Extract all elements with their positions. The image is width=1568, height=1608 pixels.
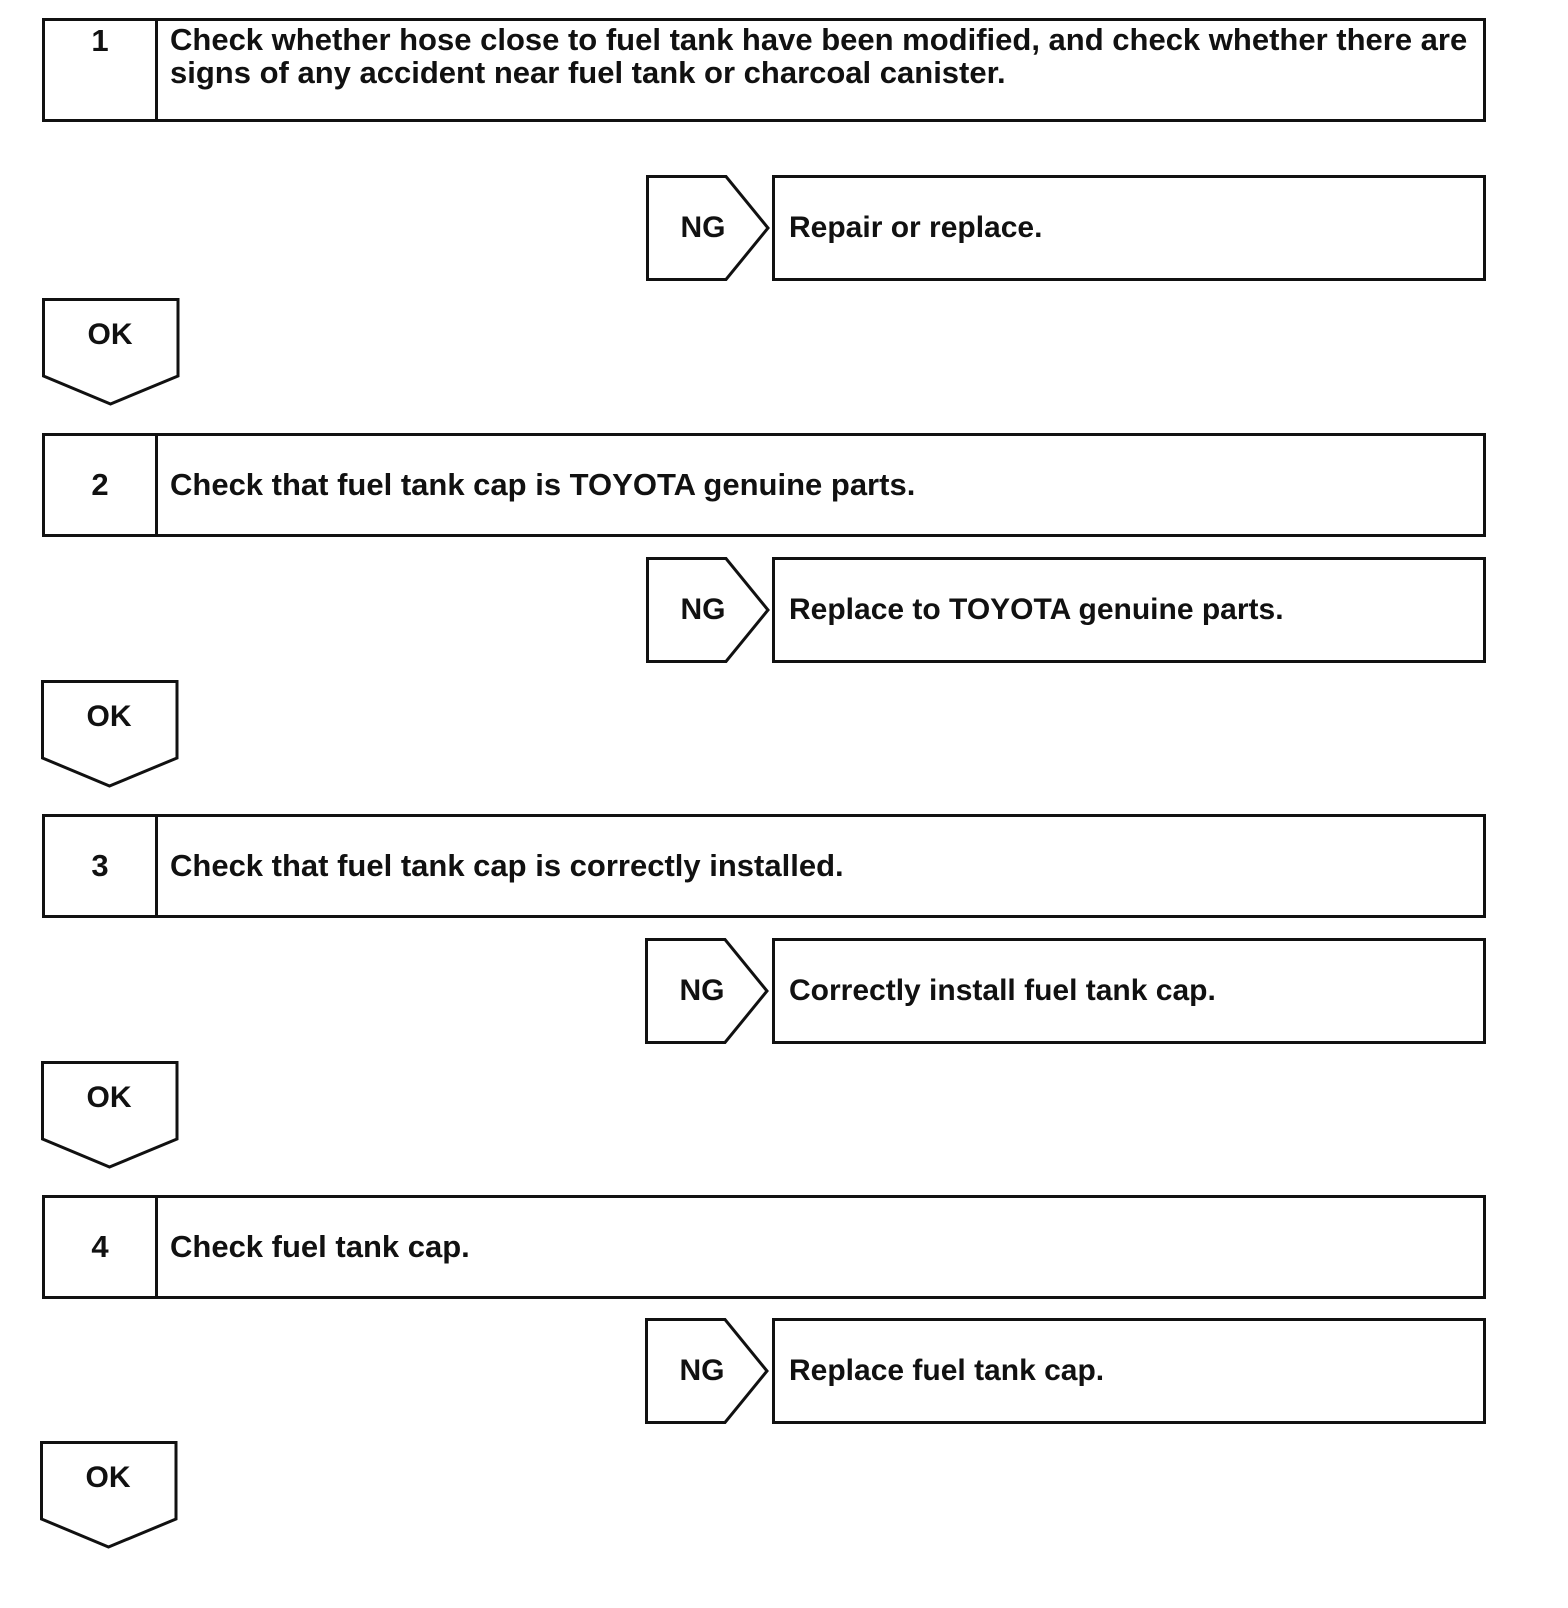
ok-arrow-shape <box>41 680 181 790</box>
step-number: 3 <box>45 817 158 915</box>
ng-label: NG <box>680 593 726 626</box>
step-box-2 <box>42 433 1486 537</box>
step-instruction: Check fuel tank cap. <box>170 1229 470 1264</box>
step-number: 4 <box>45 1198 158 1296</box>
ng-label: NG <box>679 974 725 1007</box>
ok-branch-tag <box>40 1441 180 1551</box>
step-box-4 <box>42 1195 1486 1299</box>
ng-branch-tag <box>646 175 772 281</box>
step-box-3 <box>42 814 1486 918</box>
ng-branch-tag <box>646 557 772 663</box>
ng-label: NG <box>679 1354 725 1387</box>
ok-arrow-shape <box>42 298 182 408</box>
ok-label: OK <box>86 1081 132 1114</box>
step-instruction: Check that fuel tank cap is TOYOTA genuine parts. <box>170 467 916 502</box>
ng-branch-tag <box>645 938 771 1044</box>
ok-arrow-shape <box>41 1061 181 1171</box>
ok-branch-tag <box>41 680 181 790</box>
step-box-1 <box>42 18 1486 122</box>
ng-label: NG <box>680 211 726 244</box>
step-number: 2 <box>45 436 158 534</box>
ok-branch-tag <box>41 1061 181 1171</box>
ng-action-box: Repair or replace. <box>772 175 1486 281</box>
step-instruction: Check that fuel tank cap is correctly installed. <box>170 848 844 883</box>
ok-arrow-shape <box>40 1441 180 1551</box>
ng-action-box: Correctly install fuel tank cap. <box>772 938 1486 1044</box>
step-number: 1 <box>45 21 158 119</box>
ng-action-box: Replace to TOYOTA genuine parts. <box>772 557 1486 663</box>
ng-branch-tag <box>645 1318 771 1424</box>
ok-branch-tag <box>42 298 182 408</box>
ok-label: OK <box>86 700 132 733</box>
ng-action-box: Replace fuel tank cap. <box>772 1318 1486 1424</box>
ok-label: OK <box>87 318 133 351</box>
step-instruction: Check whether hose close to fuel tank have been modified, and check whether there are signs of any accident near fuel tank or charcoal canister. <box>170 22 1468 90</box>
ok-label: OK <box>85 1461 131 1494</box>
